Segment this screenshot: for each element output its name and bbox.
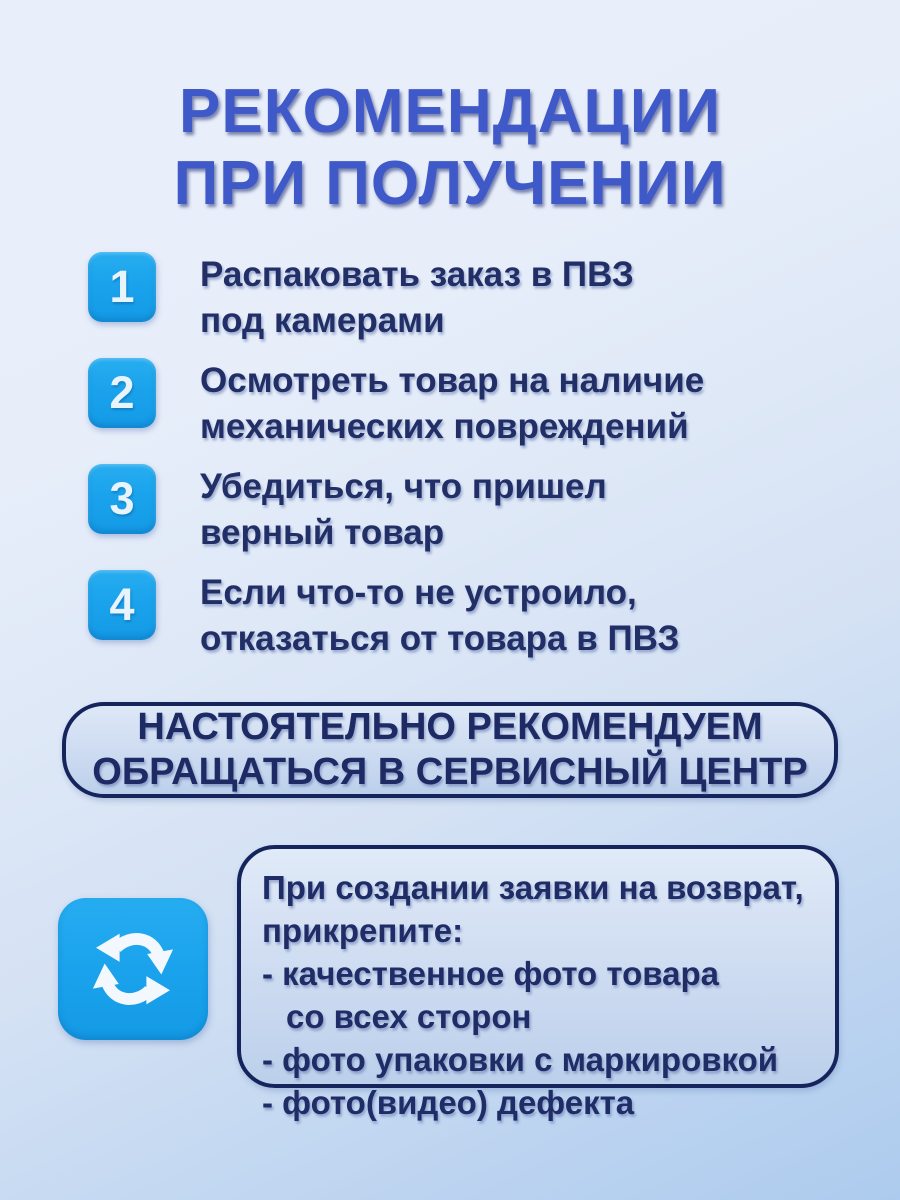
item-text-1 <box>200 252 634 344</box>
recommendation-item-4 <box>88 570 848 662</box>
item-number-badge-3: 3 <box>88 464 156 534</box>
item-2-line-1: Осмотреть товар на наличие <box>200 361 705 400</box>
advisory-line-2: ОБРАЩАТЬСЯ В СЕРВИСНЫЙ ЦЕНТР <box>92 751 808 793</box>
item-4-line-2: отказаться от товара в ПВЗ <box>200 619 680 658</box>
item-3-line-1: Убедиться, что пришел <box>200 467 607 506</box>
item-text-4 <box>200 570 679 662</box>
return-line-2: прикрепите: <box>262 912 464 949</box>
return-line-6: - фото(видео) дефекта <box>262 1084 635 1121</box>
return-line-1: При создании заявки на возврат, <box>262 869 804 906</box>
item-number-badge-4: 4 <box>88 570 156 640</box>
service-center-advisory-box <box>62 702 838 798</box>
return-line-5: - фото упаковки с маркировкой <box>262 1041 779 1078</box>
advisory-line-1: НАСТОЯТЕЛЬНО РЕКОМЕНДУЕМ <box>137 706 763 748</box>
item-number-badge-2: 2 <box>88 358 156 428</box>
recommendation-item-3 <box>88 464 848 556</box>
item-2-line-2: механических повреждений <box>200 407 689 446</box>
item-number-badge-1: 1 <box>88 252 156 322</box>
item-1-line-1: Распаковать заказ в ПВЗ <box>200 255 634 294</box>
item-text-2 <box>200 358 704 450</box>
return-instructions-box <box>237 845 839 1121</box>
page-title <box>0 76 900 220</box>
item-1-line-2: под камерами <box>200 301 445 340</box>
item-4-line-1: Если что-то не устроило, <box>200 573 637 612</box>
return-line-4: со всех сторон <box>286 998 532 1035</box>
item-text-3 <box>200 464 607 556</box>
item-3-line-2: верный товар <box>200 513 445 552</box>
page-title-line-1: РЕКОМЕНДАЦИИ <box>179 77 721 146</box>
return-line-3: - качественное фото товара <box>262 955 719 992</box>
recommendation-item-2 <box>88 358 848 450</box>
page-title-line-2: ПРИ ПОЛУЧЕНИИ <box>173 149 727 218</box>
exchange-arrows-icon <box>58 898 208 1040</box>
recommendation-item-1 <box>88 252 848 344</box>
